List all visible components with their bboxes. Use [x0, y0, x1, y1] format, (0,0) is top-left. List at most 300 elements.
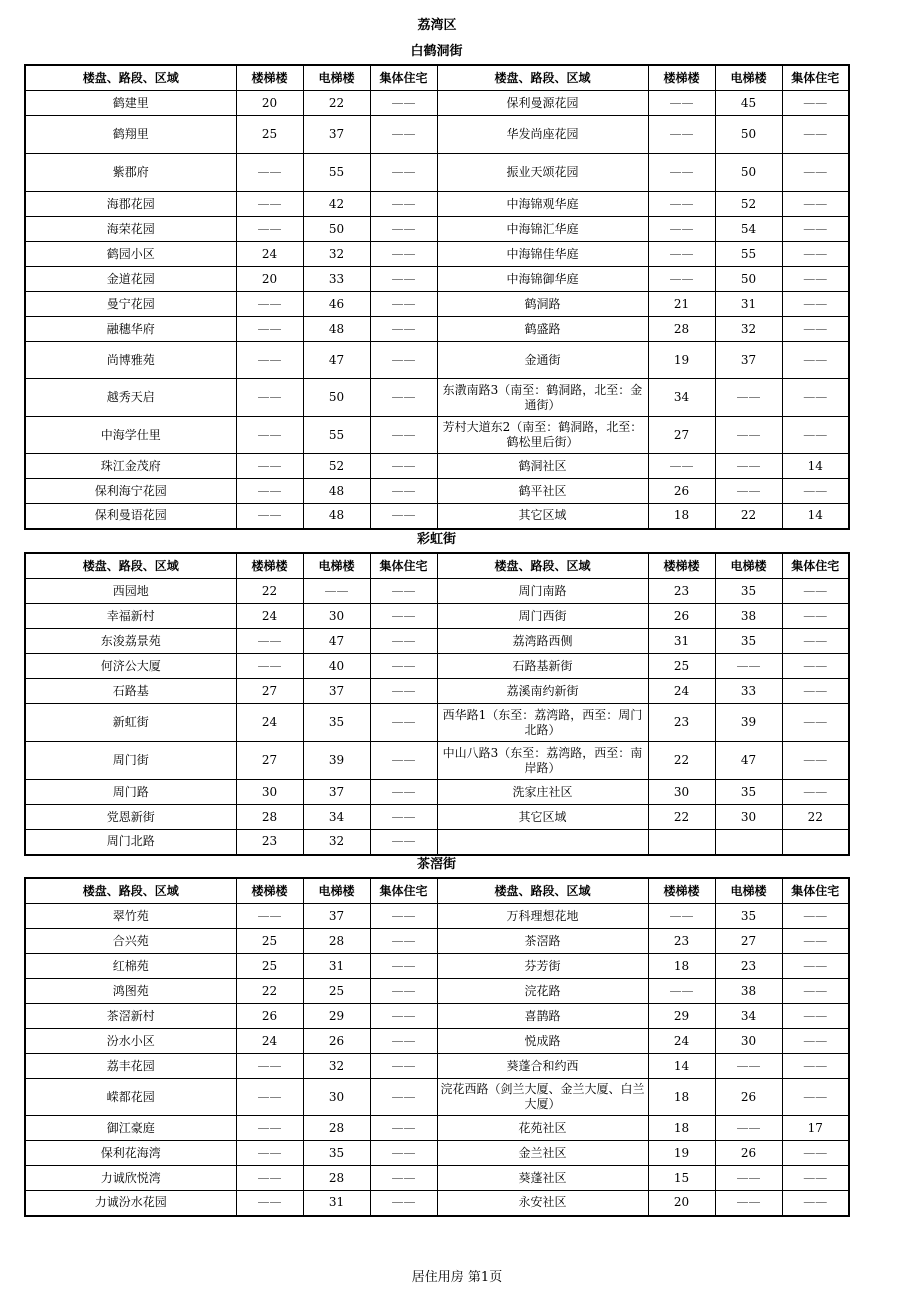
value-cell: 35 [303, 704, 370, 742]
value-cell: 55 [715, 242, 782, 267]
value-cell: 27 [648, 417, 715, 454]
value-cell: —— [370, 417, 437, 454]
area-name-cell: 鹤洞路 [437, 292, 648, 317]
value-cell: 20 [236, 267, 303, 292]
value-cell: 26 [648, 604, 715, 629]
value-cell: —— [648, 192, 715, 217]
value-cell: 31 [303, 954, 370, 979]
value-cell: —— [782, 317, 849, 342]
value-cell: 50 [715, 116, 782, 154]
value-cell: 23 [648, 579, 715, 604]
value-cell: —— [370, 91, 437, 116]
value-cell: —— [236, 417, 303, 454]
area-name-cell: 周门北路 [25, 830, 236, 855]
value-cell: —— [236, 192, 303, 217]
value-cell: —— [370, 654, 437, 679]
area-name-cell: 荔湾路西侧 [437, 629, 648, 654]
value-cell: —— [648, 979, 715, 1004]
column-header: 楼梯楼 [648, 878, 715, 904]
value-cell: 48 [303, 317, 370, 342]
value-cell: —— [236, 1191, 303, 1216]
value-cell: —— [782, 629, 849, 654]
area-name-cell: 紫郡府 [25, 154, 236, 192]
area-name-cell: 花苑社区 [437, 1116, 648, 1141]
value-cell: 35 [303, 1141, 370, 1166]
value-cell: —— [782, 1029, 849, 1054]
table-row [25, 116, 849, 154]
value-cell: 50 [715, 154, 782, 192]
area-name-cell: 中山八路3（东至：荔湾路，西至：南岸路） [437, 742, 648, 780]
column-header: 集体住宅 [370, 878, 437, 904]
area-name-cell: 悦成路 [437, 1029, 648, 1054]
area-name-cell: 鹤洞社区 [437, 454, 648, 479]
value-cell: 50 [715, 267, 782, 292]
value-cell: —— [715, 417, 782, 454]
value-cell: —— [236, 1079, 303, 1116]
area-name-cell: 嵘都花园 [25, 1079, 236, 1116]
value-cell: 22 [236, 579, 303, 604]
value-cell: —— [370, 830, 437, 855]
value-cell: 25 [236, 954, 303, 979]
area-name-cell: 鹤园小区 [25, 242, 236, 267]
value-cell [782, 830, 849, 855]
value-cell: —— [370, 704, 437, 742]
value-cell: 30 [648, 780, 715, 805]
value-cell: —— [236, 1141, 303, 1166]
value-cell: 28 [303, 1116, 370, 1141]
value-cell: —— [782, 1054, 849, 1079]
value-cell: —— [782, 192, 849, 217]
area-name-cell: 喜鹊路 [437, 1004, 648, 1029]
area-name-cell: 华发尚座花园 [437, 116, 648, 154]
value-cell: —— [782, 91, 849, 116]
value-cell: 40 [303, 654, 370, 679]
value-cell: 39 [303, 742, 370, 780]
area-name-cell: 周门南路 [437, 579, 648, 604]
value-cell: —— [782, 604, 849, 629]
area-name-cell: 石路基 [25, 679, 236, 704]
value-cell: —— [370, 780, 437, 805]
table-row [25, 154, 849, 192]
area-name-cell: 周门西街 [437, 604, 648, 629]
value-cell: —— [782, 780, 849, 805]
table-row [25, 217, 849, 242]
value-cell: —— [236, 1054, 303, 1079]
value-cell: 20 [648, 1191, 715, 1216]
column-header: 电梯楼 [303, 878, 370, 904]
value-cell: 17 [782, 1116, 849, 1141]
area-name-cell: 永安社区 [437, 1191, 648, 1216]
value-cell: 19 [648, 342, 715, 379]
value-cell: —— [648, 904, 715, 929]
value-cell: —— [782, 417, 849, 454]
value-cell: —— [370, 342, 437, 379]
value-cell: —— [370, 679, 437, 704]
value-cell: —— [370, 1141, 437, 1166]
table-row [25, 91, 849, 116]
value-cell: —— [370, 742, 437, 780]
housing-table [24, 877, 850, 1217]
value-cell: 28 [236, 805, 303, 830]
value-cell: —— [236, 904, 303, 929]
value-cell: 22 [303, 91, 370, 116]
column-header: 集体住宅 [782, 878, 849, 904]
value-cell: 24 [648, 679, 715, 704]
value-cell: 30 [715, 1029, 782, 1054]
value-cell: 22 [648, 805, 715, 830]
area-name-cell [437, 830, 648, 855]
column-header: 集体住宅 [782, 553, 849, 579]
value-cell: —— [236, 217, 303, 242]
area-name-cell: 越秀天启 [25, 379, 236, 417]
value-cell: —— [782, 904, 849, 929]
area-name-cell: 振业天颂花园 [437, 154, 648, 192]
value-cell: 27 [715, 929, 782, 954]
table-row [25, 1116, 849, 1141]
value-cell: —— [782, 1141, 849, 1166]
value-cell: —— [648, 91, 715, 116]
value-cell: 37 [303, 679, 370, 704]
value-cell: —— [715, 379, 782, 417]
value-cell: 45 [715, 91, 782, 116]
value-cell: —— [782, 217, 849, 242]
table-row [25, 604, 849, 629]
value-cell: —— [782, 954, 849, 979]
value-cell: 18 [648, 1079, 715, 1116]
area-name-cell: 幸福新村 [25, 604, 236, 629]
value-cell: —— [370, 1029, 437, 1054]
column-header: 电梯楼 [715, 878, 782, 904]
table-row [25, 1166, 849, 1191]
value-cell: —— [715, 1191, 782, 1216]
section-title: 茶滘街 [416, 857, 456, 872]
value-cell: —— [648, 454, 715, 479]
value-cell: 28 [303, 929, 370, 954]
value-cell: —— [370, 979, 437, 1004]
value-cell: 37 [303, 780, 370, 805]
value-cell: —— [370, 292, 437, 317]
value-cell: —— [370, 629, 437, 654]
value-cell: —— [715, 654, 782, 679]
table-row [25, 679, 849, 704]
area-name-cell: 西园地 [25, 579, 236, 604]
area-name-cell: 鹤翔里 [25, 116, 236, 154]
area-name-cell: 汾水小区 [25, 1029, 236, 1054]
table-row [25, 479, 849, 504]
value-cell: 55 [303, 417, 370, 454]
value-cell: —— [782, 742, 849, 780]
value-cell: 30 [236, 780, 303, 805]
table-row [25, 1004, 849, 1029]
value-cell: —— [370, 579, 437, 604]
area-name-cell: 中海锦汇华庭 [437, 217, 648, 242]
value-cell: —— [715, 479, 782, 504]
column-header: 楼梯楼 [648, 65, 715, 91]
value-cell: 23 [648, 929, 715, 954]
value-cell: —— [782, 1166, 849, 1191]
table-row [25, 379, 849, 417]
value-cell: 35 [715, 579, 782, 604]
value-cell: —— [370, 192, 437, 217]
value-cell: 27 [236, 742, 303, 780]
area-name-cell: 红棉苑 [25, 954, 236, 979]
area-name-cell: 党恩新街 [25, 805, 236, 830]
column-header: 楼盘、路段、区域 [437, 553, 648, 579]
area-name-cell: 东漖南路3（南至：鹤洞路，北至：金通街） [437, 379, 648, 417]
area-name-cell: 万科理想花地 [437, 904, 648, 929]
value-cell: 34 [648, 379, 715, 417]
area-name-cell: 曼宁花园 [25, 292, 236, 317]
table-row [25, 830, 849, 855]
value-cell: —— [782, 116, 849, 154]
value-cell: 42 [303, 192, 370, 217]
value-cell: 22 [236, 979, 303, 1004]
column-header: 楼盘、路段、区域 [437, 65, 648, 91]
value-cell: 38 [715, 979, 782, 1004]
value-cell: 24 [648, 1029, 715, 1054]
value-cell: —— [303, 579, 370, 604]
value-cell: 21 [648, 292, 715, 317]
value-cell: 29 [303, 1004, 370, 1029]
value-cell: —— [782, 154, 849, 192]
value-cell: —— [648, 217, 715, 242]
area-name-cell: 石路基新街 [437, 654, 648, 679]
area-name-cell: 金兰社区 [437, 1141, 648, 1166]
value-cell: 19 [648, 1141, 715, 1166]
table-row [25, 1054, 849, 1079]
value-cell: 26 [715, 1141, 782, 1166]
value-cell: 25 [648, 654, 715, 679]
value-cell: 37 [303, 116, 370, 154]
area-name-cell: 保利曼语花园 [25, 504, 236, 529]
value-cell: —— [370, 116, 437, 154]
column-header: 楼梯楼 [236, 553, 303, 579]
value-cell: —— [236, 317, 303, 342]
area-name-cell: 芳村大道东2（南至：鹤洞路，北至：鹤松里后街） [437, 417, 648, 454]
value-cell: 48 [303, 479, 370, 504]
value-cell: 28 [648, 317, 715, 342]
area-name-cell: 保利海宁花园 [25, 479, 236, 504]
value-cell: 55 [303, 154, 370, 192]
value-cell: —— [782, 579, 849, 604]
table-row [25, 979, 849, 1004]
value-cell: 14 [782, 454, 849, 479]
value-cell: —— [782, 379, 849, 417]
area-name-cell: 保利曼源花园 [437, 91, 648, 116]
area-name-cell: 金通街 [437, 342, 648, 379]
value-cell: 35 [715, 904, 782, 929]
area-name-cell: 御江豪庭 [25, 1116, 236, 1141]
area-name-cell: 茶滘路 [437, 929, 648, 954]
area-name-cell: 融穗华府 [25, 317, 236, 342]
area-name-cell: 东浚荔景苑 [25, 629, 236, 654]
area-name-cell: 葵蓬社区 [437, 1166, 648, 1191]
value-cell: 15 [648, 1166, 715, 1191]
value-cell: 37 [303, 904, 370, 929]
area-name-cell: 荔溪南约新街 [437, 679, 648, 704]
value-cell: 20 [236, 91, 303, 116]
value-cell: —— [370, 479, 437, 504]
value-cell: —— [782, 342, 849, 379]
header-row [25, 553, 849, 579]
value-cell: 48 [303, 504, 370, 529]
value-cell: 37 [715, 342, 782, 379]
value-cell: —— [370, 379, 437, 417]
column-header: 电梯楼 [715, 553, 782, 579]
value-cell: 30 [715, 805, 782, 830]
value-cell: 31 [715, 292, 782, 317]
value-cell: 29 [648, 1004, 715, 1029]
value-cell: 30 [303, 604, 370, 629]
value-cell: 18 [648, 504, 715, 529]
table-row [25, 1191, 849, 1216]
area-name-cell: 力诚欣悦湾 [25, 1166, 236, 1191]
area-name-cell: 芬芳街 [437, 954, 648, 979]
table-row [25, 780, 849, 805]
area-name-cell: 海荣花园 [25, 217, 236, 242]
value-cell: 24 [236, 704, 303, 742]
value-cell: —— [236, 654, 303, 679]
value-cell: 24 [236, 604, 303, 629]
area-name-cell: 保利花海湾 [25, 1141, 236, 1166]
column-header: 集体住宅 [370, 553, 437, 579]
value-cell: 26 [648, 479, 715, 504]
value-cell: —— [370, 1116, 437, 1141]
table-row [25, 417, 849, 454]
area-name-cell: 茶滘新村 [25, 1004, 236, 1029]
section-title: 白鹤洞街 [410, 44, 463, 59]
area-name-cell: 珠江金茂府 [25, 454, 236, 479]
value-cell: —— [236, 1116, 303, 1141]
value-cell: 22 [715, 504, 782, 529]
table-row [25, 454, 849, 479]
value-cell: —— [648, 116, 715, 154]
value-cell: 23 [236, 830, 303, 855]
table-row [25, 805, 849, 830]
area-name-cell: 海郡花园 [25, 192, 236, 217]
housing-table [24, 552, 850, 856]
area-name-cell: 浣花西路（剑兰大厦、金兰大厦、白兰大厦） [437, 1079, 648, 1116]
value-cell: 52 [715, 192, 782, 217]
column-header: 楼梯楼 [648, 553, 715, 579]
value-cell: 30 [303, 1079, 370, 1116]
value-cell: —— [236, 379, 303, 417]
value-cell: —— [648, 242, 715, 267]
column-header: 电梯楼 [303, 65, 370, 91]
area-name-cell: 合兴苑 [25, 929, 236, 954]
page-footer: 居住用房 第1页 [411, 1270, 503, 1285]
table-row [25, 629, 849, 654]
table-row [25, 267, 849, 292]
value-cell: 26 [303, 1029, 370, 1054]
value-cell: 25 [303, 979, 370, 1004]
value-cell: 34 [715, 1004, 782, 1029]
value-cell: —— [648, 267, 715, 292]
value-cell: —— [370, 604, 437, 629]
area-name-cell: 新虹街 [25, 704, 236, 742]
area-name-cell: 荔丰花园 [25, 1054, 236, 1079]
value-cell: 38 [715, 604, 782, 629]
value-cell: 26 [236, 1004, 303, 1029]
value-cell: —— [715, 1166, 782, 1191]
table-row [25, 317, 849, 342]
table-row [25, 242, 849, 267]
column-header: 楼梯楼 [236, 878, 303, 904]
area-name-cell: 鹤盛路 [437, 317, 648, 342]
value-cell: —— [236, 479, 303, 504]
value-cell: —— [236, 292, 303, 317]
value-cell: —— [236, 454, 303, 479]
area-name-cell: 葵蓬合和约西 [437, 1054, 648, 1079]
area-name-cell: 金道花园 [25, 267, 236, 292]
value-cell: —— [370, 317, 437, 342]
section-caihong [24, 528, 849, 856]
value-cell: 14 [782, 504, 849, 529]
area-name-cell: 其它区域 [437, 805, 648, 830]
value-cell: —— [715, 454, 782, 479]
area-name-cell: 中海锦观华庭 [437, 192, 648, 217]
value-cell: —— [370, 1191, 437, 1216]
value-cell: 25 [236, 929, 303, 954]
value-cell: —— [370, 1079, 437, 1116]
value-cell: —— [370, 954, 437, 979]
value-cell: 31 [303, 1191, 370, 1216]
area-name-cell: 力诚汾水花园 [25, 1191, 236, 1216]
area-name-cell: 鸿图苑 [25, 979, 236, 1004]
value-cell: 35 [715, 629, 782, 654]
value-cell: 39 [715, 704, 782, 742]
value-cell: —— [782, 242, 849, 267]
value-cell: 46 [303, 292, 370, 317]
area-name-cell: 周门路 [25, 780, 236, 805]
page-title: 荔湾区 [417, 18, 457, 33]
value-cell: 33 [303, 267, 370, 292]
value-cell: 24 [236, 242, 303, 267]
value-cell: 27 [236, 679, 303, 704]
value-cell: —— [648, 154, 715, 192]
value-cell: —— [782, 704, 849, 742]
value-cell: 32 [303, 830, 370, 855]
section-chajiao [24, 853, 849, 1217]
value-cell: 52 [303, 454, 370, 479]
table-row [25, 342, 849, 379]
table-row [25, 579, 849, 604]
value-cell: —— [782, 1004, 849, 1029]
header-row [25, 65, 849, 91]
value-cell: —— [370, 217, 437, 242]
value-cell: —— [370, 904, 437, 929]
table-row [25, 192, 849, 217]
table-row [25, 1029, 849, 1054]
section-baihedong [24, 40, 849, 530]
value-cell: 24 [236, 1029, 303, 1054]
value-cell: 28 [303, 1166, 370, 1191]
value-cell: 32 [303, 1054, 370, 1079]
value-cell: —— [236, 1166, 303, 1191]
value-cell: 32 [715, 317, 782, 342]
value-cell: 35 [715, 780, 782, 805]
table-row [25, 1079, 849, 1116]
value-cell: —— [715, 1116, 782, 1141]
value-cell: 23 [715, 954, 782, 979]
table-row [25, 954, 849, 979]
column-header: 楼盘、路段、区域 [25, 65, 236, 91]
value-cell: —— [370, 929, 437, 954]
column-header: 楼盘、路段、区域 [437, 878, 648, 904]
table-row [25, 1141, 849, 1166]
value-cell: 18 [648, 1116, 715, 1141]
table-row [25, 504, 849, 529]
